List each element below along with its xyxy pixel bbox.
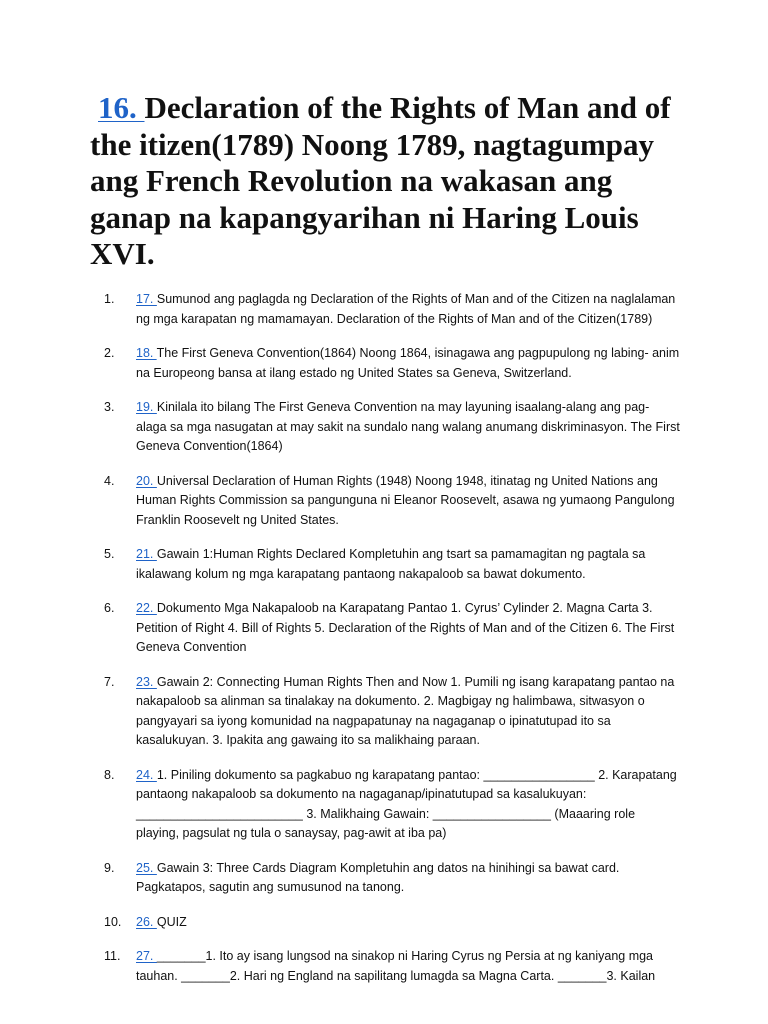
page-link[interactable]: 20.: [136, 473, 157, 488]
list-marker: 3.: [104, 400, 115, 414]
page-link[interactable]: 24.: [136, 767, 157, 782]
page-link[interactable]: 21.: [136, 547, 157, 561]
list-item: [104, 913, 680, 933]
numbered-list: [104, 290, 680, 1001]
list-marker: 2.: [104, 346, 115, 360]
list-marker: 10.: [104, 914, 122, 929]
list-item-text: Gawain 3: Three Cards Diagram Kompletuhin ang datos na hinihingi sa bawat card. Pagkatapos, sagutin ang sumusunod na tanong.: [136, 860, 620, 894]
list-item-text: _______1. Ito ay isang lungsod na sinakop ni Haring Cyrus ng Persia at ng kaniyang mga tauhan. _______2. Hari ng England na sapilitang lumagda sa Magna Carta. _______3. Kailan: [136, 949, 656, 983]
heading-text: Declaration of the Rights of Man and of the itizen(1789) Noong 1789, nagtagumpay ang French Revolution na wakasan ang ganap na kapangyarihan ni Haring Louis XVI.: [90, 90, 671, 271]
list-marker: 1.: [104, 292, 115, 306]
page-link[interactable]: 23.: [136, 674, 157, 689]
list-marker: 8.: [104, 767, 115, 782]
list-item-text: 1. Piniling dokumento sa pagkabuo ng karapatang pantao: ________________ 2. Karapatang pantaong nakapaloob sa dokumento na nagaganap/ipinatutupad sa kasalukuyan: ________________________ 3. Malikhaing Gawain: _________________ (Maaaring role playing, pagsulat ng tula o sanaysay, pag-awit at iba pa): [136, 767, 677, 840]
list-item: [104, 859, 680, 898]
list-marker: 4.: [104, 473, 115, 488]
list-item: [104, 599, 680, 658]
page-link[interactable]: 18.: [136, 346, 157, 360]
list-item: [104, 398, 680, 457]
list-item: [104, 947, 680, 986]
list-item-text: Dokumento Mga Nakapaloob na Karapatang Pantao 1. Cyrus’ Cylinder 2. Magna Carta 3. Petition of Right 4. Bill of Rights 5. Declaration of the Rights of Man and of the Citizen 6. The First Geneva Convention: [136, 601, 675, 654]
list-item: [104, 545, 680, 584]
list-marker: 5.: [104, 547, 115, 561]
list-marker: 9.: [104, 860, 115, 875]
list-marker: 7.: [104, 674, 115, 689]
heading-page-link[interactable]: 16.: [98, 90, 145, 125]
page-link[interactable]: 27.: [136, 949, 157, 963]
list-item: [104, 673, 680, 751]
list-item-text: Sumunod ang paglagda ng Declaration of the Rights of Man and of the Citizen na naglalaman ng mga karapatan ng mamamayan. Declaration of the Rights of Man and of the Citizen(1789): [136, 292, 676, 326]
page-link[interactable]: 17.: [136, 292, 157, 306]
list-item: [104, 344, 680, 383]
list-marker: 11.: [104, 949, 121, 963]
list-item: [104, 472, 680, 531]
list-item-text: QUIZ: [156, 914, 187, 929]
page-link[interactable]: 22.: [136, 601, 157, 615]
list-item-text: Gawain 2: Connecting Human Rights Then and Now 1. Pumili ng isang karapatang pantao na nakapaloob sa alinman sa tinalakay na dokumento. 2. Magbigay ng halimbawa, sitwasyon o pangyayari sa iyong komunidad na nagpapatunay na nagaganap o ipinatutupad ito sa kasalukuyan. 3. Ipakita ang gawaing ito sa malikhaing paraan.: [136, 674, 675, 747]
list-marker: 6.: [104, 601, 115, 615]
list-item-text: The First Geneva Convention(1864) Noong 1864, isinagawa ang pagpupulong ng labing- anim na Europeong bansa at ilang estado ng United States sa Geneva, Switzerland.: [136, 346, 680, 380]
list-item-text: Kinilala ito bilang The First Geneva Convention na may layuning isaalang-alang ang pag- alaga sa mga nasugatan at may sakit na sundalo nang walang anumang diskriminasyon. The First Geneva Convention(1864): [136, 400, 680, 453]
document-heading: [90, 90, 690, 273]
list-item-text: Universal Declaration of Human Rights (1948) Noong 1948, itinatag ng United Nations ang Human Rights Commission sa pangunguna ni Eleanor Roosevelt, asawa ng yumaong Pangulong Franklin Roosevelt ng United States.: [136, 473, 675, 527]
list-item-text: Gawain 1:Human Rights Declared Kompletuhin ang tsart sa pamamagitan ng pagtala sa ikalawang kolum ng mga karapatang pantaong nakapaloob sa bawat dokumento.: [136, 547, 646, 581]
list-item: [104, 766, 680, 844]
page-link[interactable]: 19.: [136, 400, 157, 414]
page-link[interactable]: 26.: [136, 914, 157, 929]
page-link[interactable]: 25.: [136, 860, 157, 875]
list-item: [104, 290, 680, 329]
